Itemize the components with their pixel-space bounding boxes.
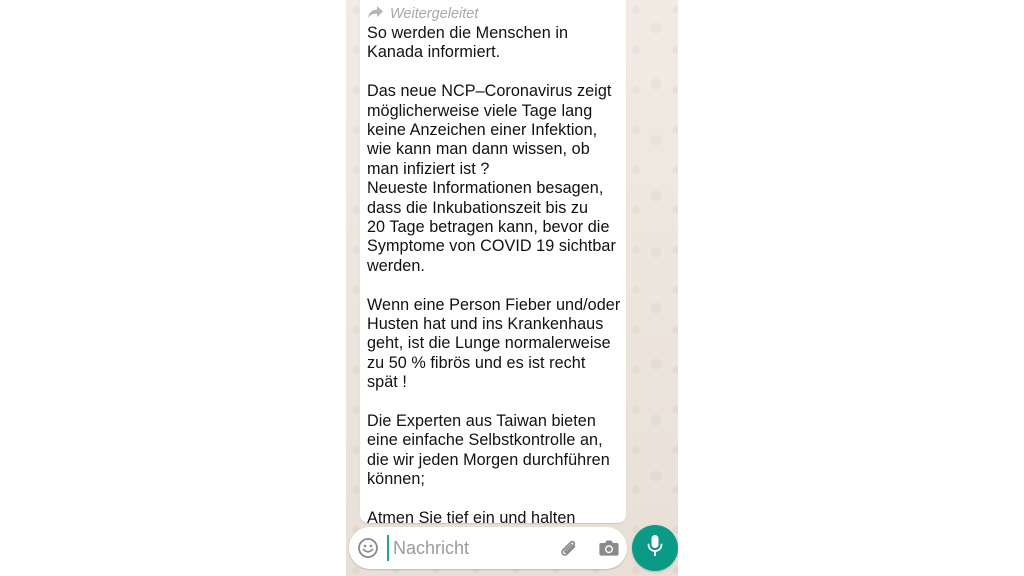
message-paragraph: Wenn eine Person Fieber und/oder Husten hat und ins Krankenhaus geht, ist die Lunge normalerweise zu 50 % fibrös und es ist recht spät ! bbox=[367, 295, 621, 392]
message-bubble[interactable] bbox=[360, 0, 626, 523]
message-paragraph: Die Experten aus Taiwan bieten eine einfache Selbstkontrolle an, die wir jeden Morgen durchführen können; bbox=[367, 412, 610, 489]
paperclip-icon[interactable] bbox=[557, 537, 579, 559]
message-paragraph: So werden die Menschen in Kanada informiert. bbox=[367, 24, 569, 62]
microphone-icon bbox=[646, 534, 664, 563]
message-composer bbox=[349, 527, 627, 569]
forwarded-label: Weitergeleitet bbox=[390, 6, 479, 22]
forwarded-indicator bbox=[367, 5, 478, 23]
emoji-icon[interactable] bbox=[357, 537, 379, 559]
message-input[interactable] bbox=[387, 535, 543, 561]
chat-screen bbox=[346, 0, 678, 576]
camera-icon[interactable] bbox=[598, 538, 620, 558]
message-paragraph: Atmen Sie tief ein und halten bbox=[367, 509, 576, 523]
microphone-button[interactable] bbox=[632, 525, 678, 571]
message-text bbox=[367, 24, 626, 523]
forward-arrow-icon bbox=[367, 5, 384, 23]
message-paragraph: Das neue NCP–Coronavirus zeigt möglicherweise viele Tage lang keine Anzeichen einer Infektion, wie kann man dann wissen, ob man infiziert ist ? Neueste Informationen besagen, dass die Inkubationszeit bis zu 20 Tage betragen kann, bevor die Symptome von COVID 19 sichtbar werden. bbox=[367, 82, 616, 275]
